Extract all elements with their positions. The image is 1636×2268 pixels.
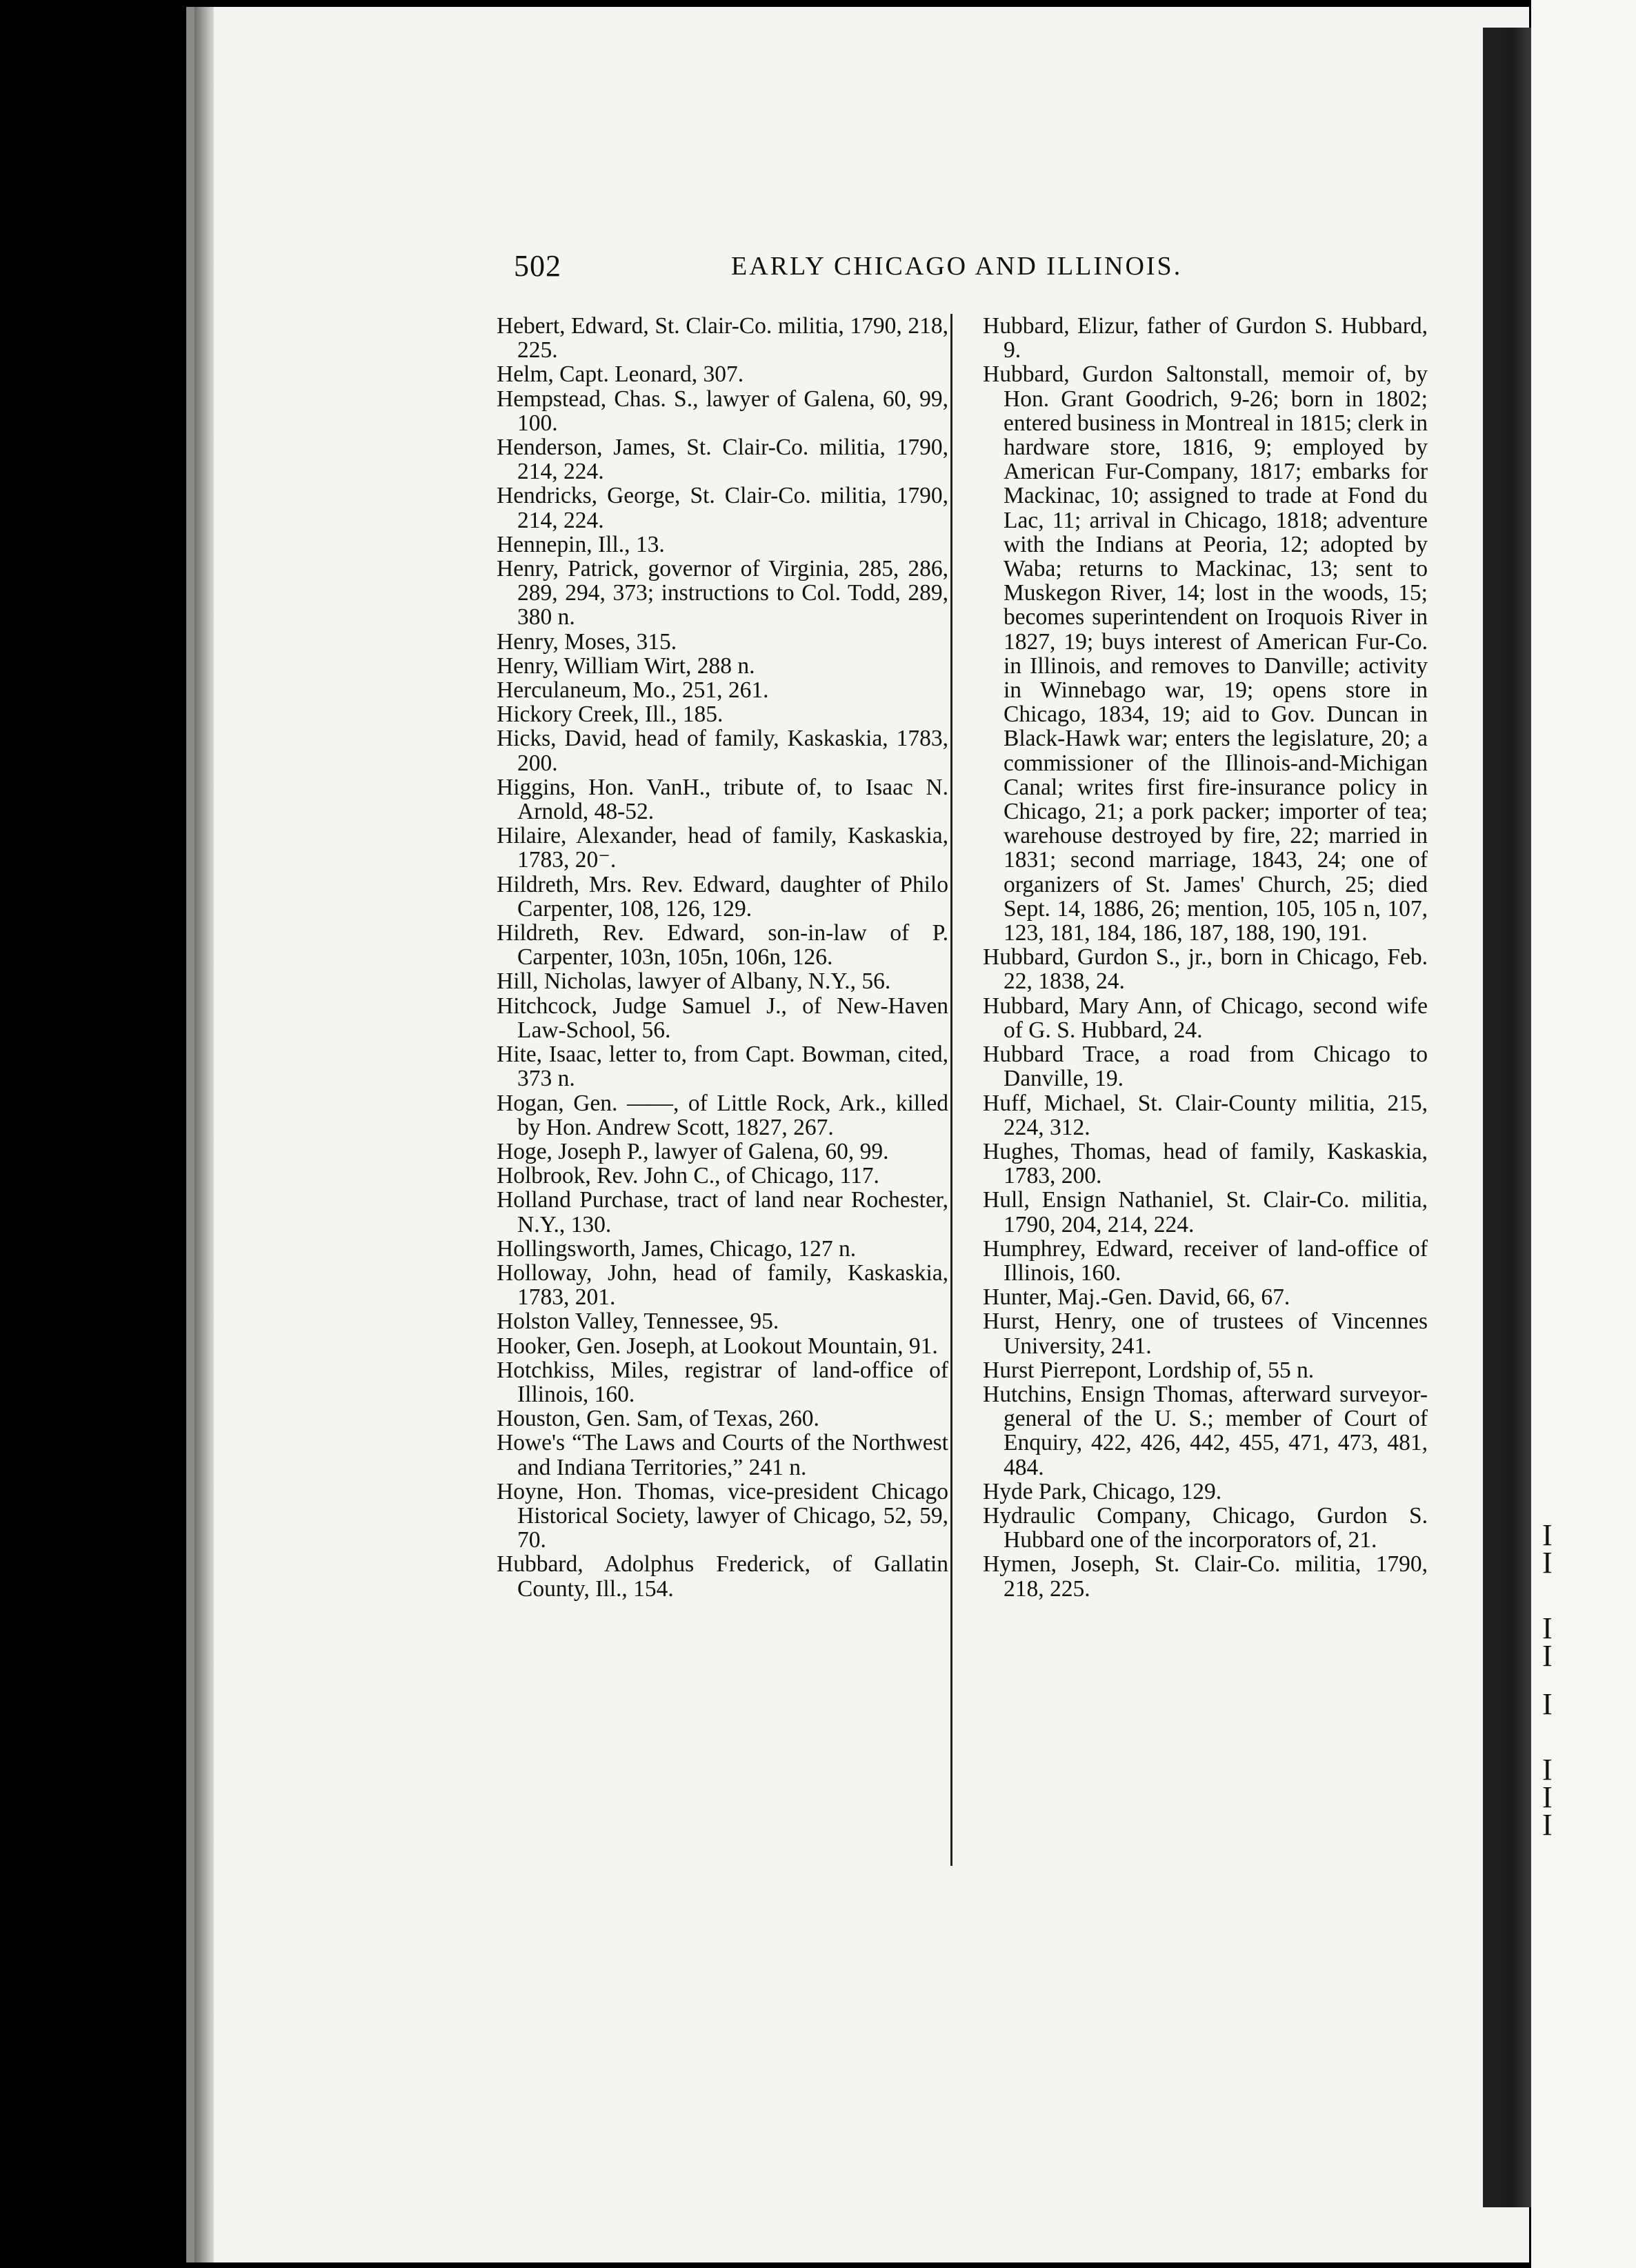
index-entry: Hotchkiss, Miles, registrar of land-office of Illinois, 160.	[497, 1357, 948, 1407]
adjacent-page-fragment: I	[1542, 1753, 1553, 1787]
index-entry: Hymen, Joseph, St. Clair-Co. militia, 1790, 218, 225.	[983, 1551, 1428, 1602]
adjacent-page-fragment: I	[1542, 1780, 1553, 1814]
index-entry: Henry, William Wirt, 288 n.	[497, 653, 755, 679]
index-entry: Henderson, James, St. Clair-Co. militia, 1790, 214, 224.	[497, 435, 948, 485]
index-entry: Hubbard, Gurdon S., jr., born in Chicago, Feb. 22, 1838, 24.	[983, 944, 1428, 995]
index-entry: Hurst Pierrepont, Lordship of, 55 n.	[983, 1357, 1315, 1383]
index-entry: Hennepin, Ill., 13.	[497, 531, 665, 557]
index-entry: Hempstead, Chas. S., lawyer of Galena, 60, 99, 100.	[497, 386, 948, 436]
index-column-right	[983, 314, 1428, 1601]
adjacent-page-fragment: I	[1542, 1546, 1553, 1580]
index-column-left	[497, 314, 948, 1601]
index-entry: Holston Valley, Tennessee, 95.	[497, 1309, 779, 1335]
index-entry: Humphrey, Edward, receiver of land-office of Illinois, 160.	[983, 1235, 1428, 1286]
index-entry: Hydraulic Company, Chicago, Gurdon S. Hubbard one of the incorporators of, 21.	[983, 1502, 1428, 1553]
index-entry: Hilaire, Alexander, head of family, Kaskaskia, 1783, 20⁻.	[497, 823, 948, 873]
page-gutter-shadow	[1483, 28, 1531, 2207]
index-entry: Hubbard Trace, a road from Chicago to Danville, 19.	[983, 1042, 1428, 1092]
index-entry: Hubbard, Gurdon Saltonstall, memoir of, by Hon. Grant Goodrich, 9-26; born in 1802; entered business in Montreal in 1815; clerk in hardware store, 1816, 9; employed by American Fur-Company, 1817; embarks for Mackinac, 10; assigned to trade at Fond du Lac, 11; arrival in Chicago, 1818; adventure with the Indians at Peoria, 12; adopted by Waba; returns to Mackinac, 13; sent to Muskegon River, 14; lost in the woods, 15; becomes superintendent on Iroquois River in 1827, 19; buys interest of American Fur-Co. in Illinois, and removes to Danville; activity in Winnebago war, 19; opens store in Chicago, 1834, 19; aid to Gov. Duncan in Black-Hawk war; enters the legislature, 20; a commissioner of the Illinois-and-Michigan Canal; writes first fire-insurance policy in Chicago, 21; a pork packer; importer of tea; warehouse destroyed by fire, 22; married in 1831; second marriage, 1843, 24; one of organizers of St. James' Church, 25; died Sept. 14, 1886, 26; mention, 105, 105 n, 107, 123, 181, 184, 186, 187, 188, 190, 191.	[983, 361, 1428, 946]
index-entry: Hull, Ensign Nathaniel, St. Clair-Co. militia, 1790, 204, 214, 224.	[983, 1187, 1428, 1237]
index-entry: Hughes, Thomas, head of family, Kaskaskia, 1783, 200.	[983, 1138, 1428, 1189]
index-entry: Hebert, Edward, St. Clair-Co. militia, 1790, 218, 225.	[497, 313, 948, 364]
index-entry: Hitchcock, Judge Samuel J., of New-Haven Law-School, 56.	[497, 993, 948, 1043]
page-header	[514, 248, 1231, 290]
adjacent-page-fragment: I	[1542, 1808, 1553, 1842]
index-entry: Henry, Patrick, governor of Virginia, 285, 286, 289, 294, 373; instructions to Col. Todd, 289, 380 n.	[497, 556, 948, 630]
index-entry: Hyde Park, Chicago, 129.	[983, 1478, 1222, 1504]
column-divider	[950, 314, 952, 1866]
index-entry: Huff, Michael, St. Clair-County militia, 215, 224, 312.	[983, 1090, 1428, 1140]
index-entry: Hubbard, Adolphus Frederick, of Gallatin County, Ill., 154.	[497, 1551, 948, 1602]
index-entry: Helm, Capt. Leonard, 307.	[497, 361, 744, 388]
index-entry: Hutchins, Ensign Thomas, afterward surveyor-general of the U. S.; member of Court of Enquiry, 422, 426, 442, 455, 471, 473, 481, 484.	[983, 1381, 1428, 1480]
index-entry: Holbrook, Rev. John C., of Chicago, 117.	[497, 1163, 879, 1189]
index-entry: Holloway, John, head of family, Kaskaskia, 1783, 201.	[497, 1260, 948, 1311]
index-entry: Houston, Gen. Sam, of Texas, 260.	[497, 1406, 819, 1432]
index-entry: Hubbard, Elizur, father of Gurdon S. Hubbard, 9.	[983, 313, 1428, 364]
index-entry: Hicks, David, head of family, Kaskaskia, 1783, 200.	[497, 726, 948, 776]
index-entry: Hubbard, Mary Ann, of Chicago, second wife of G. S. Hubbard, 24.	[983, 993, 1428, 1043]
index-entry: Henry, Moses, 315.	[497, 628, 677, 655]
adjacent-page-fragment: I	[1542, 1611, 1553, 1645]
adjacent-page-strip	[1531, 0, 1636, 2268]
adjacent-page-fragment: I	[1542, 1518, 1553, 1552]
index-entry: Hoge, Joseph P., lawyer of Galena, 60, 99.	[497, 1138, 889, 1164]
running-title: EARLY CHICAGO AND ILLINOIS.	[731, 252, 1183, 281]
adjacent-page-fragment: I	[1542, 1639, 1553, 1673]
index-entry: Hickory Creek, Ill., 185.	[497, 702, 724, 728]
index-entry: Holland Purchase, tract of land near Rochester, N.Y., 130.	[497, 1187, 948, 1237]
adjacent-page-fragment: I	[1542, 1687, 1553, 1721]
index-entry: Hurst, Henry, one of trustees of Vincennes University, 241.	[983, 1309, 1428, 1359]
index-entry: Hollingsworth, James, Chicago, 127 n.	[497, 1235, 857, 1262]
index-entry: Hildreth, Mrs. Rev. Edward, daughter of Philo Carpenter, 108, 126, 129.	[497, 871, 948, 922]
index-entry: Hill, Nicholas, lawyer of Albany, N.Y., 56.	[497, 968, 891, 995]
index-entry: Higgins, Hon. VanH., tribute of, to Isaac N. Arnold, 48-52.	[497, 774, 948, 825]
index-entry: Herculaneum, Mo., 251, 261.	[497, 677, 769, 704]
index-entry: Hooker, Gen. Joseph, at Lookout Mountain, 91.	[497, 1333, 938, 1359]
index-entry: Hogan, Gen. ——, of Little Rock, Ark., killed by Hon. Andrew Scott, 1827, 267.	[497, 1090, 948, 1140]
index-entry: Hunter, Maj.-Gen. David, 66, 67.	[983, 1284, 1290, 1311]
index-entry: Hoyne, Hon. Thomas, vice-president Chicago Historical Society, lawyer of Chicago, 52, 59, 70.	[497, 1478, 948, 1553]
index-entry: Hendricks, George, St. Clair-Co. militia, 1790, 214, 224.	[497, 483, 948, 533]
index-entry: Howe's “The Laws and Courts of the Northwest and Indiana Territories,” 241 n.	[497, 1430, 948, 1480]
index-entry: Hite, Isaac, letter to, from Capt. Bowman, cited, 373 n.	[497, 1042, 948, 1092]
page-number: 502	[514, 249, 561, 283]
index-entry: Hildreth, Rev. Edward, son-in-law of P. Carpenter, 103n, 105n, 106n, 126.	[497, 920, 948, 971]
